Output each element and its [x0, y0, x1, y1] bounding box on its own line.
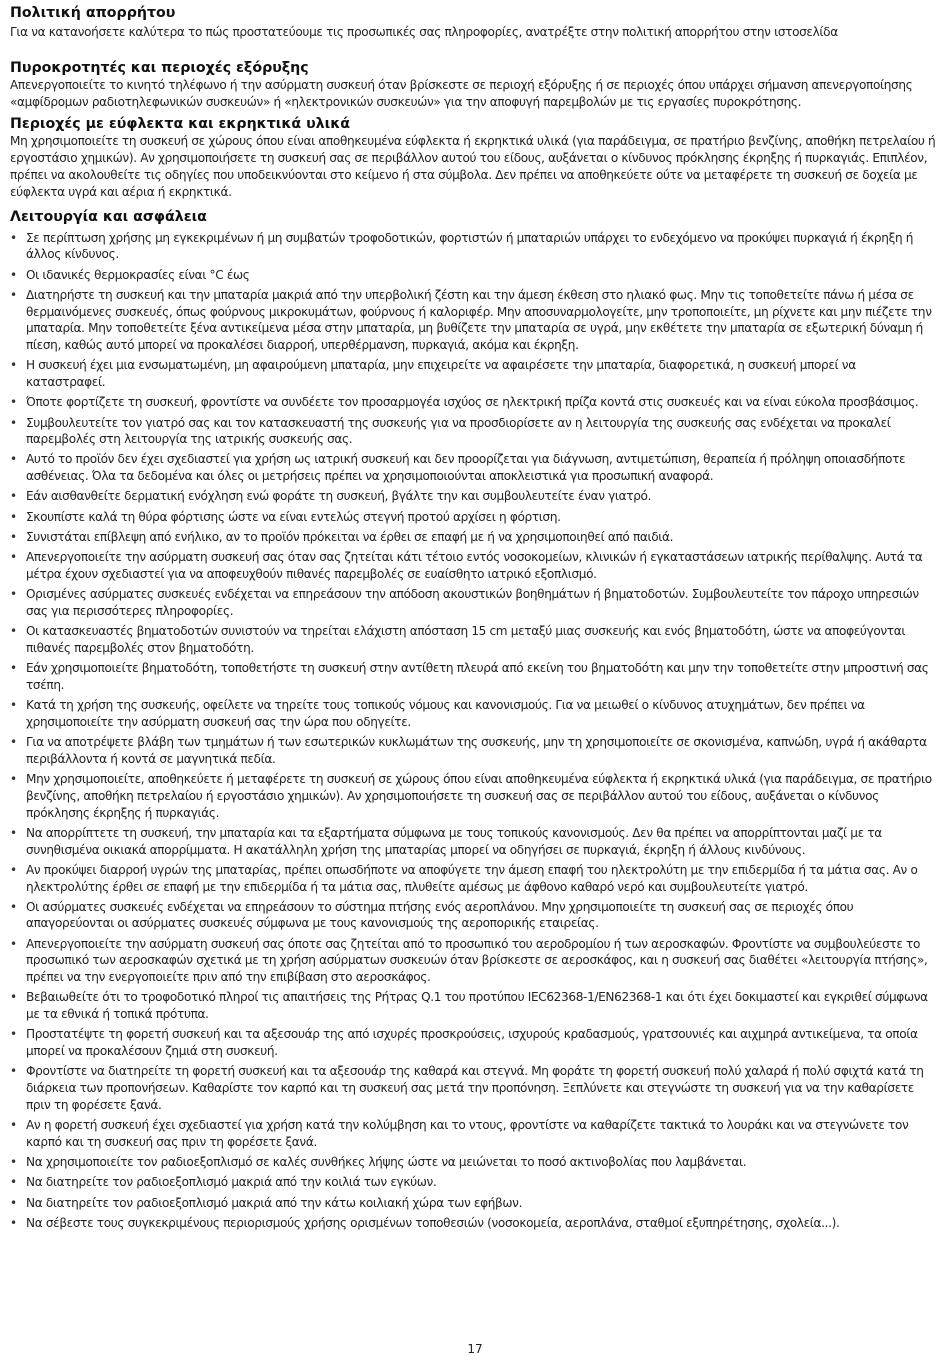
explosive-heading: Περιοχές με εύφλεκτα και εκρηκτικά υλικά	[10, 116, 351, 133]
operation-bullet-item	[10, 1063, 938, 1113]
bullet-marker: •	[10, 1215, 17, 1230]
operation-bullet-item	[10, 529, 938, 546]
bullet-marker: •	[10, 862, 17, 877]
bullet-marker: •	[10, 395, 17, 410]
bullet-marker: •	[10, 230, 17, 245]
bullet-marker: •	[10, 287, 17, 302]
bullet-text: Κατά τη χρήση της συσκευής, οφείλετε να τηρείτε τους τοπικούς νόμους και κανονισμούς. Για να μειωθεί ο κίνδυνος ατυχημάτων, δεν πρέπει να χρησιμοποιείτε την ασύρματη συσκευή σας την ώρα που οδηγείτε.	[26, 697, 865, 729]
privacy-heading: Πολιτική απορρήτου	[10, 5, 176, 21]
blasting-heading: Πυροκροτητές και περιοχές εξόρυξης	[10, 59, 309, 76]
bullet-text: Συνιστάται επίβλεψη από ενήλικο, αν το προϊόν πρόκειται να έρθει σε επαφή με ή να χρησιμοποιηθεί από παιδιά.	[26, 529, 674, 544]
bullet-text: Οι ασύρματες συσκευές ενδέχεται να επηρεάσουν το σύστημα πτήσης ενός αεροπλάνου. Μην χρησιμοποιείτε τη συσκευή σας σε περιοχές όπου απαγορεύονται οι ασύρματες συσκευές σύμφωνα με τους κανονισμούς της αεροπορικής εταιρείας.	[26, 899, 854, 931]
bullet-text: Διατηρήστε τη συσκευή και την μπαταρία μακριά από την υπερβολική ζέστη και την άμεση έκθεση στο ηλιακό φως. Μην τις τοποθετείτε πάνω ή μέσα σε θερμαινόμενες συσκευές, όπως φούρνους μικροκυμάτων, φούρνους ή καλοριφέρ. Μην αποσυναρμολογείτε, μην τροποποιείτε, μη ρίχνετε και μην πιέζετε την μπαταρία. Μην τοποθετείτε ξένα αντικείμενα μέσα στην μπαταρία, μη βυθίζετε την μπαταρία σε υγρά, μην εκθέτετε την μπαταρία σε εξωτερική δύναμη ή πίεση, καθώς αυτό μπορεί να προκαλέσει διαρροή, υπερθέρμανση, πυρκαγιά, ακόμα και έκρηξη.	[26, 287, 932, 353]
operation-bullet-item	[10, 660, 938, 694]
bullet-marker: •	[10, 697, 17, 712]
operation-bullet-item	[10, 1117, 938, 1151]
operation-bullet-item	[10, 825, 938, 859]
explosive-section	[10, 115, 938, 200]
bullet-marker: •	[10, 587, 17, 602]
bullet-marker: •	[10, 1064, 17, 1079]
operation-section	[10, 208, 938, 1232]
bullet-text: Να διατηρείτε τον ραδιοεξοπλισμό μακριά από την κοιλιά των εγκύων.	[26, 1175, 437, 1190]
operation-bullet-item	[10, 771, 938, 821]
operation-bullet-item	[10, 394, 938, 411]
operation-bullet-item	[10, 267, 938, 284]
operation-heading: Λειτουργία και ασφάλεια	[10, 208, 207, 225]
bullet-marker: •	[10, 550, 17, 565]
bullet-marker: •	[10, 734, 17, 749]
bullet-text: Προστατέψτε τη φορετή συσκευή και τα αξεσουάρ της από ισχυρές προσκρούσεις, ισχυρούς κραδασμούς, γρατσουνιές και αιχμηρά αντικείμενα, τα οποία μπορεί να προκαλέσουν ζημιά στη συσκευή.	[26, 1027, 918, 1059]
bullet-marker: •	[10, 452, 17, 467]
operation-bullet-item	[10, 357, 938, 391]
operation-bullet-item	[10, 734, 938, 768]
operation-bullet-item	[10, 451, 938, 485]
blasting-section	[10, 59, 938, 111]
bullet-text: Βεβαιωθείτε ότι το τροφοδοτικό πληροί τις απαιτήσεις της Ρήτρας Q.1 του προτύπου IEC62368-1/EN62368-1 και ότι έχει δοκιμαστεί και εγκριθεί σύμφωνα με τα εθνικά ή τοπικά πρότυπα.	[26, 990, 928, 1022]
page-number: 17	[467, 1342, 483, 1356]
bullet-text: Αν προκύψει διαρροή υγρών της μπαταρίας, πρέπει οπωσδήποτε να αποφύγετε την άμεση επαφή του ηλεκτρολύτη με την επιδερμίδα ή τα μάτια σας. Αν ο ηλεκτρολύτης έρθει σε επαφή με την επιδερμίδα ή τα μάτια σας, πλυθείτε αμέσως με άφθονο καθαρό νερό και συμβουλευτείτε γιατρό.	[26, 862, 918, 894]
bullet-text: Η συσκευή έχει μια ενσωματωμένη, μη αφαιρούμενη μπαταρία, μην επιχειρείτε να αφαιρέσετε την μπαταρία, διαφορετικά, η συσκευή μπορεί να καταστραφεί.	[26, 358, 856, 390]
operation-bullet-item	[10, 586, 938, 620]
bullet-text: Απενεργοποιείτε την ασύρματη συσκευή σας όποτε σας ζητείται από το προσωπικό του αεροδρομίου ή των αεροσκαφών. Φροντίστε να συμβουλεύεστε το προσωπικό των αεροσκαφών σχετικά με τη χρήση ασύρματων συσκευών όταν βρίσκεστε σε αεροσκάφος, και η συσκευή σας διαθέτει «λειτουργία πτήσης», πρέπει να την ενεργοποιείτε πριν από την επιβίβαση στο αεροσκάφος.	[26, 936, 928, 985]
bullet-marker: •	[10, 899, 17, 914]
operation-bullet-item	[10, 1154, 938, 1171]
operation-bullet-item	[10, 1215, 938, 1232]
bullet-text: Εάν αισθανθείτε δερματική ενόχληση ενώ φοράτε τη συσκευή, βγάλτε την και συμβουλευτείτε έναν γιατρό.	[26, 489, 652, 504]
operation-bullet-list	[10, 230, 938, 1232]
operation-bullet-item	[10, 899, 938, 933]
bullet-marker: •	[10, 529, 17, 544]
bullet-marker: •	[10, 358, 17, 373]
bullet-text: Σε περίπτωση χρήσης μη εγκεκριμένων ή μη συμβατών τροφοδοτικών, φορτιστών ή μπαταριών υπάρχει το ενδεχόμενο να προκύψει πυρκαγιά ή έκρηξη ή άλλος κίνδυνος.	[26, 230, 914, 262]
bullet-text: Μην χρησιμοποιείτε, αποθηκεύετε ή μεταφέρετε τη συσκευή σε χώρους όπου είναι αποθηκευμένα εύφλεκτα ή εκρηκτικά υλικά (για παράδειγμα, σε πρατήριο βενζίνης, αποθήκη πετρελαίου ή εργοστάσιο χημικών). Αν χρησιμοποιήσετε τη συσκευή σας σε περιβάλλον αυτού του είδους, αυξάνεται ο κίνδυνος πρόκλησης έκρηξης ή πυρκαγιάς.	[26, 771, 932, 820]
operation-bullet-item	[10, 862, 938, 896]
operation-bullet-item	[10, 1195, 938, 1212]
operation-bullet-item	[10, 230, 938, 264]
bullet-text: Φροντίστε να διατηρείτε τη φορετή συσκευή και τα αξεσουάρ της καθαρά και στεγνά. Μη φοράτε τη φορετή συσκευή πολύ χαλαρά ή πολύ σφιχτά κατά τη διάρκεια των προπονήσεων. Καθαρίστε τον καρπό και τη συσκευή σας μετά την προπόνηση. Ξεπλύνετε και στεγνώστε τη συσκευή για να την καθαρίσετε πριν τη φορέσετε ξανά.	[26, 1064, 924, 1113]
operation-bullet-item	[10, 623, 938, 657]
bullet-text: Εάν χρησιμοποιείτε βηματοδότη, τοποθετήστε τη συσκευή στην αντίθετη πλευρά από εκείνη του βηματοδότη και μην την τοποθετείτε στην μπροστινή σας τσέπη.	[26, 660, 929, 692]
bullet-marker: •	[10, 1118, 17, 1133]
operation-bullet-item	[10, 1026, 938, 1060]
bullet-text: Να χρησιμοποιείτε τον ραδιοεξοπλισμό σε καλές συνθήκες λήψης ώστε να μειώνεται το ποσό ακτινοβολίας που λαμβάνεται.	[26, 1155, 747, 1170]
bullet-text: Συμβουλευτείτε τον γιατρό σας και τον κατασκευαστή της συσκευής για να προσδιορίσετε αν η λειτουργία της συσκευής σας ενδέχεται να προκαλεί παρεμβολές στη λειτουργία της ιατρικής συσκευής σας.	[26, 415, 891, 447]
bullet-marker: •	[10, 825, 17, 840]
bullet-marker: •	[10, 1195, 17, 1210]
bullet-marker: •	[10, 990, 17, 1005]
operation-bullet-item	[10, 989, 938, 1023]
operation-bullet-item	[10, 488, 938, 505]
bullet-marker: •	[10, 509, 17, 524]
bullet-marker: •	[10, 1175, 17, 1190]
privacy-text: Για να κατανοήσετε καλύτερα το πώς προστατεύουμε τις προσωπικές σας πληροφορίες, ανατρέξτε στην πολιτική απορρήτου στην ιστοσελίδα	[10, 25, 838, 39]
explosive-text: Μη χρησιμοποιείτε τη συσκευή σε χώρους όπου είναι αποθηκευμένα εύφλεκτα ή εκρηκτικά υλικά (για παράδειγμα, σε πρατήριο βενζίνης, αποθήκη πετρελαίου ή εργοστάσιο χημικών). Αν χρησιμοποιήσετε τη συσκευή σας σε περιβάλλον αυτού του είδους, αυξάνεται ο κίνδυνος πρόκλησης έκρηξης ή πυρκαγιάς. Επιπλέον, πρέπει να ακολουθείτε τις οδηγίες που υποδεικνύονται στο κείμενο ή στα σύμβολα. Δεν πρέπει να αποθηκεύετε ούτε να μεταφέρετε τη συσκευή σε δοχεία με εύφλεκτα υγρά και αέρια ή εκρηκτικά.	[10, 134, 936, 199]
bullet-text: Οι ιδανικές θερμοκρασίες είναι °C έως	[26, 267, 250, 282]
bullet-marker: •	[10, 1027, 17, 1042]
bullet-marker: •	[10, 267, 17, 282]
bullet-marker: •	[10, 936, 17, 951]
bullet-text: Για να αποτρέψετε βλάβη των τμημάτων ή των εσωτερικών κυκλωμάτων της συσκευής, μην τη χρησιμοποιείτε σε σκονισμένα, καπνώδη, υγρά ή ακάθαρτα περιβάλλοντα ή κοντά σε μαγνητικά πεδία.	[26, 734, 927, 766]
operation-bullet-item	[10, 697, 938, 731]
bullet-marker: •	[10, 771, 17, 786]
bullet-text: Αν η φορετή συσκευή έχει σχεδιαστεί για χρήση κατά την κολύμβηση και το ντους, φροντίστε να καθαρίζετε τακτικά το λουράκι και να στεγνώνετε τον καρπό και τη συσκευή σας πριν τη φορέσετε ξανά.	[26, 1118, 909, 1149]
bullet-text: Οι κατασκευαστές βηματοδοτών συνιστούν να τηρείται ελάχιστη απόσταση 15 cm μεταξύ μιας συσκευής και ενός βηματοδότη, ώστε να αποφεύγονται πιθανές παρεμβολές στον βηματοδότη.	[26, 624, 906, 655]
bullet-text: Σκουπίστε καλά τη θύρα φόρτισης ώστε να είναι εντελώς στεγνή προτού αρχίσει η φόρτιση.	[26, 509, 561, 524]
bullet-marker: •	[10, 489, 17, 504]
bullet-text: Ορισμένες ασύρματες συσκευές ενδέχεται να επηρεάσουν την απόδοση ακουστικών βοηθημάτων ή βηματοδοτών. Συμβουλευτείτε τον πάροχο υπηρεσιών σας για περισσότερες πληροφορίες.	[26, 587, 919, 618]
bullet-text: Να σέβεστε τους συγκεκριμένους περιορισμούς χρήσης ορισμένων τοποθεσιών (νοσοκομεία, αεροπλάνα, σταθμοί εξυπηρέτησης, σχολεία...).	[26, 1215, 840, 1230]
blasting-text: Απενεργοποιείτε το κινητό τηλέφωνο ή την ασύρματη συσκευή όταν βρίσκεστε σε περιοχή εξόρυξης ή σε περιοχές όπου υπάρχει σήμανση απενεργοποίησης «αμφίδρομων ραδιοτηλεφωνικών συσκευών» ή «ηλεκτρονικών συσκευών» για την αποφυγή παρεμβολών με τις εργασίες πυροκρότησης.	[10, 77, 913, 109]
operation-bullet-item	[10, 509, 938, 526]
operation-bullet-item	[10, 549, 938, 583]
bullet-text: Όποτε φορτίζετε τη συσκευή, φροντίστε να συνδέετε τον προσαρμογέα ισχύος σε ηλεκτρική πρίζα κοντά στις συσκευές και να είναι εύκολα προσβάσιμος.	[26, 395, 919, 410]
bullet-marker: •	[10, 1155, 17, 1170]
bullet-text: Να απορρίπτετε τη συσκευή, την μπαταρία και τα εξαρτήματα σύμφωνα με τους τοπικούς κανονισμούς. Δεν θα πρέπει να απορρίπτονται μαζί με τα συνηθισμένα οικιακά απορρίμματα. Η ακατάλληλη χρήση της μπαταρίας μπορεί να οδηγήσει σε πυρκαγιά, έκρηξη ή άλλους κινδύνους.	[26, 825, 882, 857]
operation-bullet-item	[10, 936, 938, 986]
bullet-marker: •	[10, 415, 17, 430]
bullet-text: Να διατηρείτε τον ραδιοεξοπλισμό μακριά από την κάτω κοιλιακή χώρα των εφήβων.	[26, 1195, 523, 1210]
bullet-text: Αυτό το προϊόν δεν έχει σχεδιαστεί για χρήση ως ιατρική συσκευή και δεν προορίζεται για διάγνωση, αντιμετώπιση, θεραπεία ή πρόληψη οποιασδήποτε ασθένειας. Όλα τα δεδομένα και όλες οι μετρήσεις πρέπει να χρησιμοποιούνται αποκλειστικά για προσωπική αναφορά.	[26, 452, 906, 484]
document-page	[10, 4, 938, 1235]
bullet-marker: •	[10, 660, 17, 675]
operation-bullet-item	[10, 287, 938, 354]
operation-bullet-item	[10, 1174, 938, 1191]
bullet-text: Απενεργοποιείτε την ασύρματη συσκευή σας όταν σας ζητείται κάτι τέτοιο εντός νοσοκομείων, κλινικών ή εγκαταστάσεων ιατρικής περίθαλψης. Αυτά τα μέτρα έχουν σχεδιαστεί για να αποφευχθούν πιθανές παρεμβολές σε ευαίσθητο ιατρικό εξοπλισμό.	[26, 550, 923, 581]
operation-bullet-item	[10, 415, 938, 449]
bullet-marker: •	[10, 624, 17, 638]
privacy-section	[10, 4, 938, 41]
